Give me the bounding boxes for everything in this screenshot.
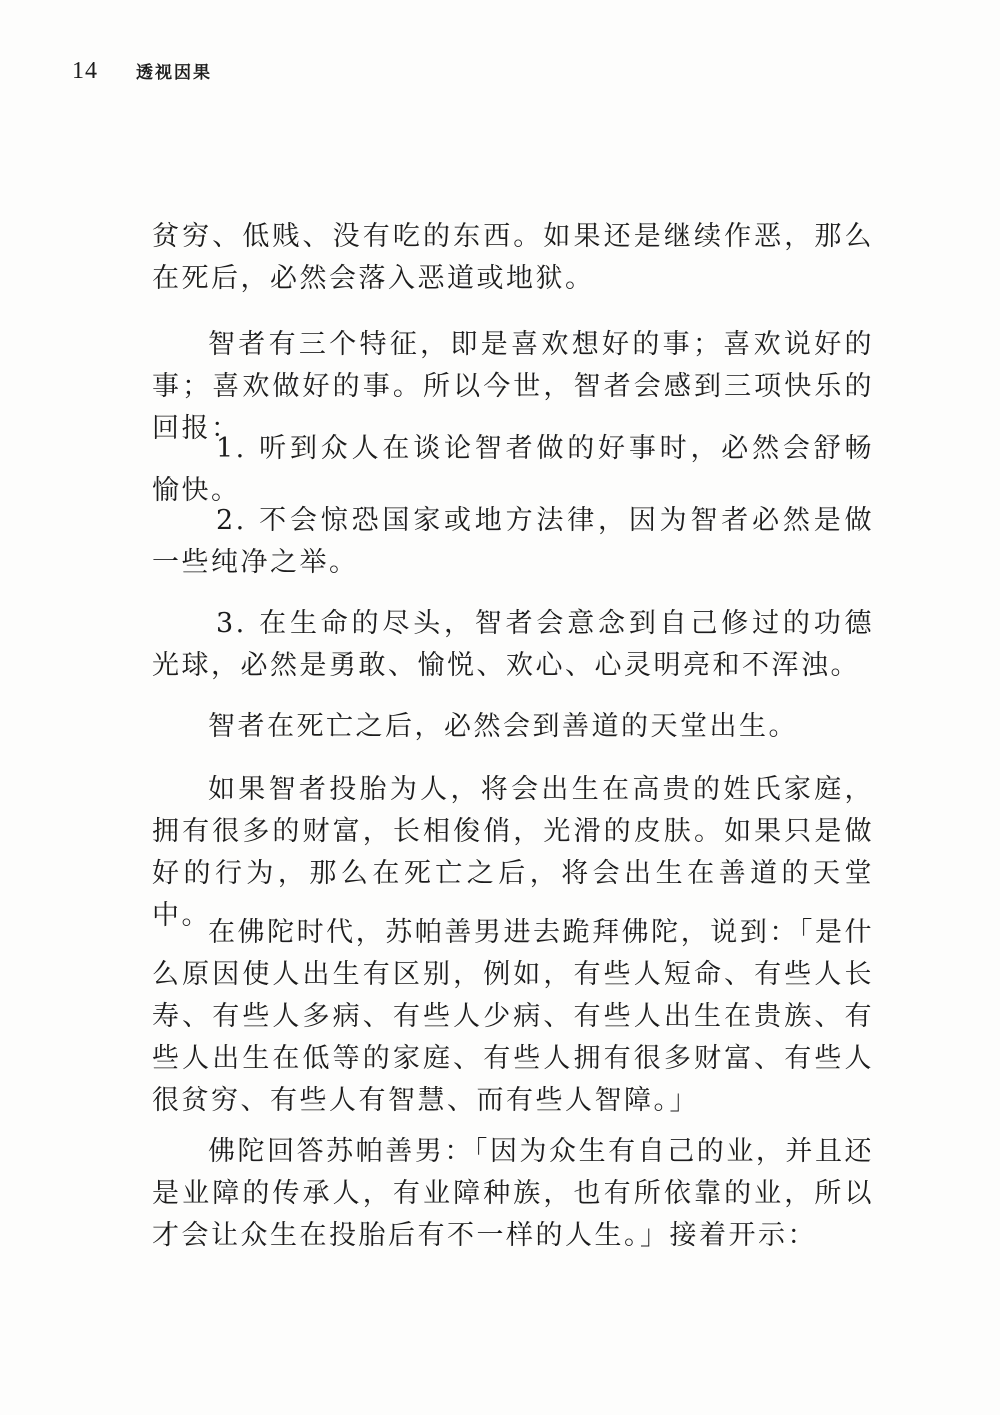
page-number: 14 xyxy=(72,58,98,84)
book-title: 透视因果 xyxy=(136,63,212,83)
running-header xyxy=(72,58,212,92)
paragraph: 如果智者投胎为人，将会出生在高贵的姓氏家庭，拥有很多的财富，长相俊俏，光滑的皮肤。如果只是做好的行为，那么在死亡之后，将会出生在善道的天堂中。 xyxy=(152,774,874,931)
list-item: 1. 听到众人在谈论智者做的好事时，必然会舒畅愉快。 xyxy=(152,433,874,506)
paragraph: 智者在死亡之后，必然会到善道的天堂出生。 xyxy=(208,711,798,742)
paragraph: 贫穷、低贱、没有吃的东西。如果还是继续作恶，那么在死后，必然会落入恶道或地狱。 xyxy=(152,221,874,294)
paragraph: 智者有三个特征，即是喜欢想好的事；喜欢说好的事；喜欢做好的事。所以今世，智者会感到三项快乐的回报： xyxy=(152,329,874,444)
paragraph: 佛陀回答苏帕善男：「因为众生有自己的业，并且还是业障的传承人，有业障种族，也有所依靠的业，所以才会让众生在投胎后有不一样的人生。」接着开示： xyxy=(152,1136,874,1251)
paragraph: 在佛陀时代，苏帕善男进去跪拜佛陀，说到：「是什么原因使人出生有区别，例如，有些人短命、有些人长寿、有些人多病、有些人少病、有些人出生在贵族、有些人出生在低等的家庭、有些人拥有很多财富、有些人很贫穷、有些人有智慧、而有些人智障。」 xyxy=(152,917,874,1116)
list-item: 2. 不会惊恐国家或地方法律，因为智者必然是做一些纯净之举。 xyxy=(152,505,874,578)
list-item: 3. 在生命的尽头，智者会意念到自己修过的功德光球，必然是勇敢、愉悦、欢心、心灵明亮和不浑浊。 xyxy=(152,608,874,681)
